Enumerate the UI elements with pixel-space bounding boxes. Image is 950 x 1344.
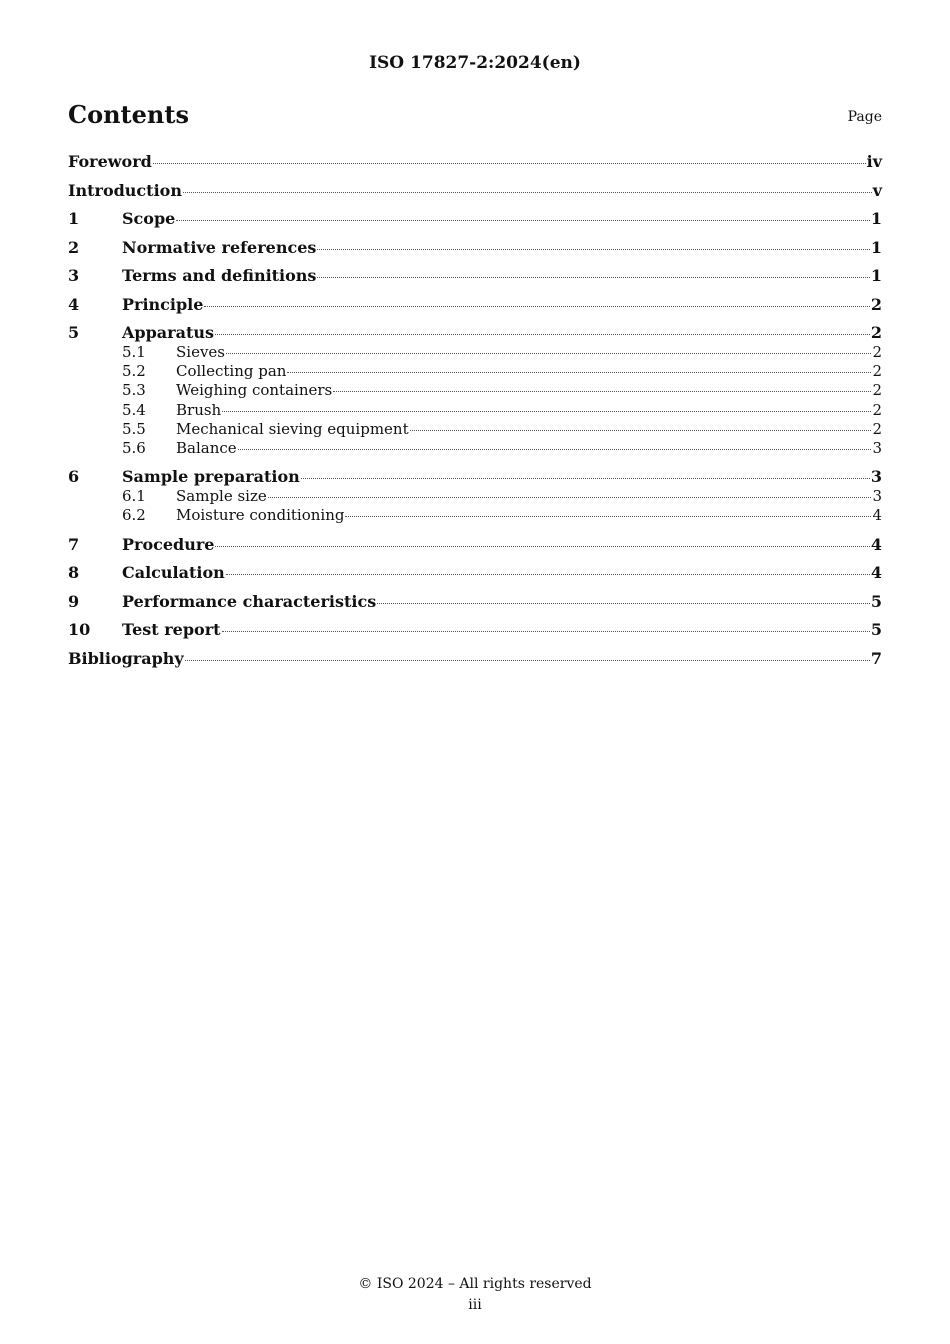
toc-entry-page: iv — [866, 152, 882, 171]
toc-entry-number: 5.4 — [122, 400, 146, 419]
toc-entry-title: Apparatus — [122, 323, 214, 342]
toc-entry-title: Introduction — [68, 180, 182, 200]
toc-entry-number: 5.3 — [122, 381, 146, 400]
dot-leader — [185, 660, 870, 661]
toc-entry-page: 2 — [870, 294, 882, 314]
toc-subentry-balance[interactable] — [68, 439, 882, 458]
toc-subentry-sieves[interactable] — [68, 343, 882, 362]
toc-entry-title: Balance — [176, 438, 237, 457]
page-number: iii — [468, 1297, 482, 1313]
dot-leader — [317, 277, 869, 278]
toc-entry-number: 5.6 — [122, 438, 146, 457]
toc-entry-title: Brush — [176, 400, 222, 419]
toc-entry-page: 1 — [870, 209, 882, 228]
dot-leader — [317, 249, 869, 250]
toc-entry-number: 5.2 — [122, 362, 146, 381]
dot-leader — [287, 372, 871, 373]
dot-leader — [345, 516, 871, 517]
toc-entry-page: 2 — [872, 343, 882, 361]
dot-leader — [215, 546, 869, 547]
toc-entry-title: Principle — [122, 294, 204, 314]
toc-entry-performance-characteristics[interactable] — [68, 592, 882, 621]
dot-leader — [226, 574, 870, 575]
toc-entry-number: 8 — [68, 563, 80, 582]
dot-leader — [153, 163, 866, 164]
toc-entry-principle[interactable] — [68, 295, 882, 324]
dot-leader — [333, 391, 871, 392]
toc-entry-page: 2 — [872, 362, 882, 381]
dot-leader — [377, 603, 870, 604]
toc-entry-page: 3 — [872, 438, 882, 457]
dot-leader — [301, 478, 870, 479]
toc-entry-page: 2 — [872, 381, 882, 400]
toc-entry-scope[interactable] — [68, 209, 882, 238]
toc-entry-page: 7 — [870, 648, 882, 668]
dot-leader — [215, 334, 870, 335]
toc-subentry-collecting-pan[interactable] — [68, 362, 882, 381]
dot-leader — [222, 631, 870, 632]
toc-entry-bibliography[interactable] — [68, 649, 882, 678]
toc-entry-foreword[interactable] — [68, 152, 882, 181]
toc-entry-number: 6.2 — [122, 506, 146, 525]
toc-entry-page: 2 — [872, 400, 882, 419]
contents-title: Contents — [68, 100, 189, 129]
toc-entry-number: 5.1 — [122, 343, 146, 361]
toc-entry-number: 6 — [68, 467, 80, 487]
toc-entry-title: Collecting pan — [176, 362, 287, 381]
toc-entry-title: Normative references — [122, 237, 317, 257]
toc-entry-title: Moisture conditioning — [176, 506, 345, 525]
toc-entry-page: 2 — [872, 419, 882, 438]
toc-entry-title: Procedure — [122, 534, 215, 554]
toc-entry-number: 5 — [68, 323, 80, 342]
toc-entry-number: 5.5 — [122, 419, 146, 438]
toc-entry-page: 1 — [870, 237, 882, 257]
toc-entry-title: Foreword — [68, 152, 152, 171]
toc-entry-title: Weighing containers — [176, 381, 333, 400]
copyright-notice: © ISO 2024 – All rights reserved — [358, 1276, 592, 1292]
toc-entry-terms-and-definitions[interactable] — [68, 266, 882, 295]
document-id: ISO 17827-2:2024(en) — [369, 53, 581, 73]
toc-entry-number: 1 — [68, 209, 80, 228]
toc-entry-title: Sample preparation — [122, 467, 300, 487]
toc-entry-number: 10 — [68, 620, 91, 639]
toc-entry-page: 4 — [870, 534, 882, 554]
toc-entry-apparatus[interactable] — [68, 323, 882, 343]
toc-subentry-moisture-conditioning[interactable] — [68, 506, 882, 525]
toc-entry-title: Calculation — [122, 563, 225, 582]
toc-subentry-mechanical-sieving-equipment[interactable] — [68, 420, 882, 439]
toc-entry-introduction[interactable] — [68, 181, 882, 210]
toc-entry-title: Terms and definitions — [122, 266, 317, 285]
toc-entry-page: 5 — [870, 620, 882, 639]
toc-entry-number: 2 — [68, 237, 80, 257]
toc-entry-number: 3 — [68, 266, 80, 285]
toc-entry-page: v — [872, 180, 882, 200]
toc-subentry-brush[interactable] — [68, 401, 882, 420]
toc-entry-number: 6.1 — [122, 487, 146, 506]
toc-entry-page: 4 — [870, 563, 882, 582]
dot-leader — [226, 353, 871, 354]
dot-leader — [410, 430, 872, 431]
toc-subentry-weighing-containers[interactable] — [68, 381, 882, 400]
dot-leader — [268, 497, 872, 498]
toc-entry-page: 4 — [872, 506, 882, 525]
toc-subentry-sample-size[interactable] — [68, 487, 882, 506]
toc-entry-page: 2 — [870, 323, 882, 342]
toc-entry-normative-references[interactable] — [68, 238, 882, 267]
page-column-label: Page — [847, 109, 882, 125]
toc-entry-number: 9 — [68, 591, 80, 611]
toc-entry-procedure[interactable] — [68, 535, 882, 564]
toc-entry-title: Sieves — [176, 343, 225, 361]
toc-entry-page: 3 — [870, 467, 882, 487]
dot-leader — [176, 220, 870, 221]
toc-entry-page: 1 — [870, 266, 882, 285]
toc-entry-calculation[interactable] — [68, 563, 882, 592]
toc-entry-title: Mechanical sieving equipment — [176, 419, 409, 438]
toc-entry-test-report[interactable] — [68, 620, 882, 649]
toc-entry-number: 7 — [68, 534, 80, 554]
dot-leader — [183, 192, 872, 193]
dot-leader — [204, 306, 869, 307]
toc-entry-number: 4 — [68, 294, 80, 314]
toc-entry-title: Sample size — [176, 487, 267, 506]
dot-leader — [222, 411, 871, 412]
toc-entry-page: 3 — [872, 487, 882, 506]
contents-heading-row — [68, 100, 882, 134]
toc-entry-page: 5 — [870, 591, 882, 611]
toc-entry-sample-preparation[interactable] — [68, 467, 882, 487]
table-of-contents — [68, 152, 882, 677]
toc-entry-title: Test report — [122, 620, 221, 639]
toc-entry-title: Bibliography — [68, 648, 184, 668]
toc-entry-title: Scope — [122, 209, 176, 228]
dot-leader — [238, 449, 872, 450]
toc-entry-title: Performance characteristics — [122, 591, 377, 611]
